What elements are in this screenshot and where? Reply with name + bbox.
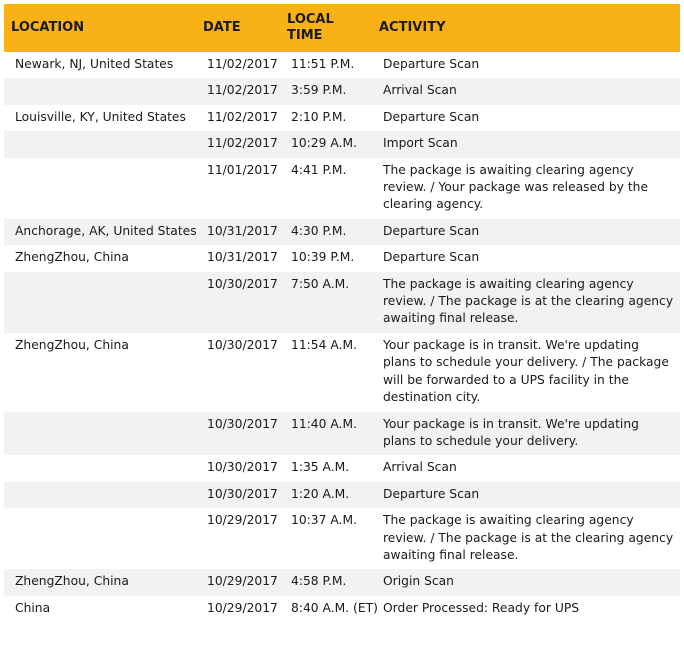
cell-activity: Import Scan [372, 131, 680, 157]
table-body [4, 52, 680, 622]
cell-date: 11/02/2017 [207, 57, 278, 71]
cell-time: 11:51 P.M. [291, 57, 355, 71]
header-local-time-line2: TIME [287, 28, 323, 43]
cell-date: 10/30/2017 [196, 482, 280, 508]
cell-date: 11/02/2017 [196, 78, 280, 104]
cell-date: 10/30/2017 [207, 337, 278, 352]
cell-activity: Arrival Scan [372, 78, 680, 104]
cell-date: 10/29/2017 [207, 600, 278, 615]
cell-time: 4:58 P.M. [280, 569, 372, 595]
cell-activity: Your package is in transit. We're updating plans to schedule your delivery. / The package will be forwarded to a UPS facility in the destination city. [383, 337, 669, 405]
cell-time: 10:37 A.M. [291, 513, 357, 528]
cell-date: 11/02/2017 [207, 109, 278, 124]
cell-location [4, 158, 196, 219]
cell-date: 10/31/2017 [207, 250, 278, 265]
table-row [4, 219, 680, 245]
header-activity: ACTIVITY [372, 4, 680, 52]
cell-location: ZhengZhou, China [4, 569, 196, 595]
table-row [4, 272, 680, 333]
table-row [4, 333, 680, 412]
cell-time: 8:40 A.M. (ET) [291, 600, 378, 615]
table-row [4, 52, 680, 78]
cell-location [4, 131, 196, 157]
cell-location: China [15, 600, 51, 615]
cell-time: 11:54 A.M. [291, 337, 357, 352]
cell-location: Anchorage, AK, United States [4, 219, 196, 245]
cell-activity: Your package is in transit. We're updating plans to schedule your delivery. [372, 412, 680, 456]
shipment-progress-table [4, 4, 680, 622]
cell-time: 1:20 A.M. [280, 482, 372, 508]
table-row [4, 508, 680, 569]
table-row [4, 412, 680, 456]
cell-time: 3:59 P.M. [280, 78, 372, 104]
cell-activity: Arrival Scan [383, 460, 457, 475]
cell-activity: Departure Scan [372, 482, 680, 508]
table-row [4, 596, 680, 622]
cell-location [4, 272, 196, 333]
cell-time: 10:29 A.M. [280, 131, 372, 157]
cell-activity: Departure Scan [383, 109, 480, 124]
header-local-time [280, 4, 372, 52]
cell-activity: Departure Scan [383, 57, 480, 71]
cell-date: 10/29/2017 [196, 569, 280, 595]
table-row [4, 455, 680, 481]
cell-time: 11:40 A.M. [280, 412, 372, 456]
cell-activity: Order Processed: Ready for UPS [383, 600, 580, 615]
cell-time: 4:30 P.M. [280, 219, 372, 245]
cell-date: 11/02/2017 [196, 131, 280, 157]
table-row [4, 569, 680, 595]
cell-date: 10/31/2017 [196, 219, 280, 245]
cell-date: 11/01/2017 [207, 162, 278, 177]
cell-time: 7:50 A.M. [280, 272, 372, 333]
cell-location [4, 412, 196, 456]
cell-location [4, 482, 196, 508]
table-header-row [4, 4, 680, 52]
table-row [4, 482, 680, 508]
cell-time: 10:39 P.M. [291, 250, 355, 265]
cell-time: 4:41 P.M. [291, 162, 347, 177]
cell-location: ZhengZhou, China [15, 337, 129, 352]
cell-date: 10/29/2017 [207, 513, 278, 528]
cell-date: 10/30/2017 [196, 412, 280, 456]
cell-activity: Origin Scan [372, 569, 680, 595]
header-location: LOCATION [4, 4, 196, 52]
table-row [4, 78, 680, 104]
cell-time: 2:10 P.M. [291, 109, 347, 124]
table-row [4, 105, 680, 131]
cell-activity: The package is awaiting clearing agency review. / The package is at the clearing agency awaiting final release. [372, 272, 680, 333]
cell-activity: The package is awaiting clearing agency review. / Your package was released by the clearing agency. [383, 162, 649, 212]
cell-date: 10/30/2017 [207, 460, 278, 475]
cell-time: 1:35 A.M. [291, 460, 350, 475]
header-local-time-line1: LOCAL [287, 12, 334, 27]
table-row [4, 131, 680, 157]
cell-location [4, 78, 196, 104]
table-row [4, 245, 680, 271]
cell-activity: Departure Scan [372, 219, 680, 245]
cell-date: 10/30/2017 [196, 272, 280, 333]
cell-activity: The package is awaiting clearing agency review. / The package is at the clearing agency awaiting final release. [383, 513, 674, 562]
cell-activity: Departure Scan [383, 250, 480, 265]
table-row [4, 158, 680, 219]
cell-location [4, 455, 196, 481]
cell-location: ZhengZhou, China [15, 250, 129, 265]
header-date: DATE [196, 4, 280, 52]
cell-location: Louisville, KY, United States [15, 109, 186, 124]
cell-location [4, 508, 196, 569]
cell-location: Newark, NJ, United States [15, 57, 174, 71]
